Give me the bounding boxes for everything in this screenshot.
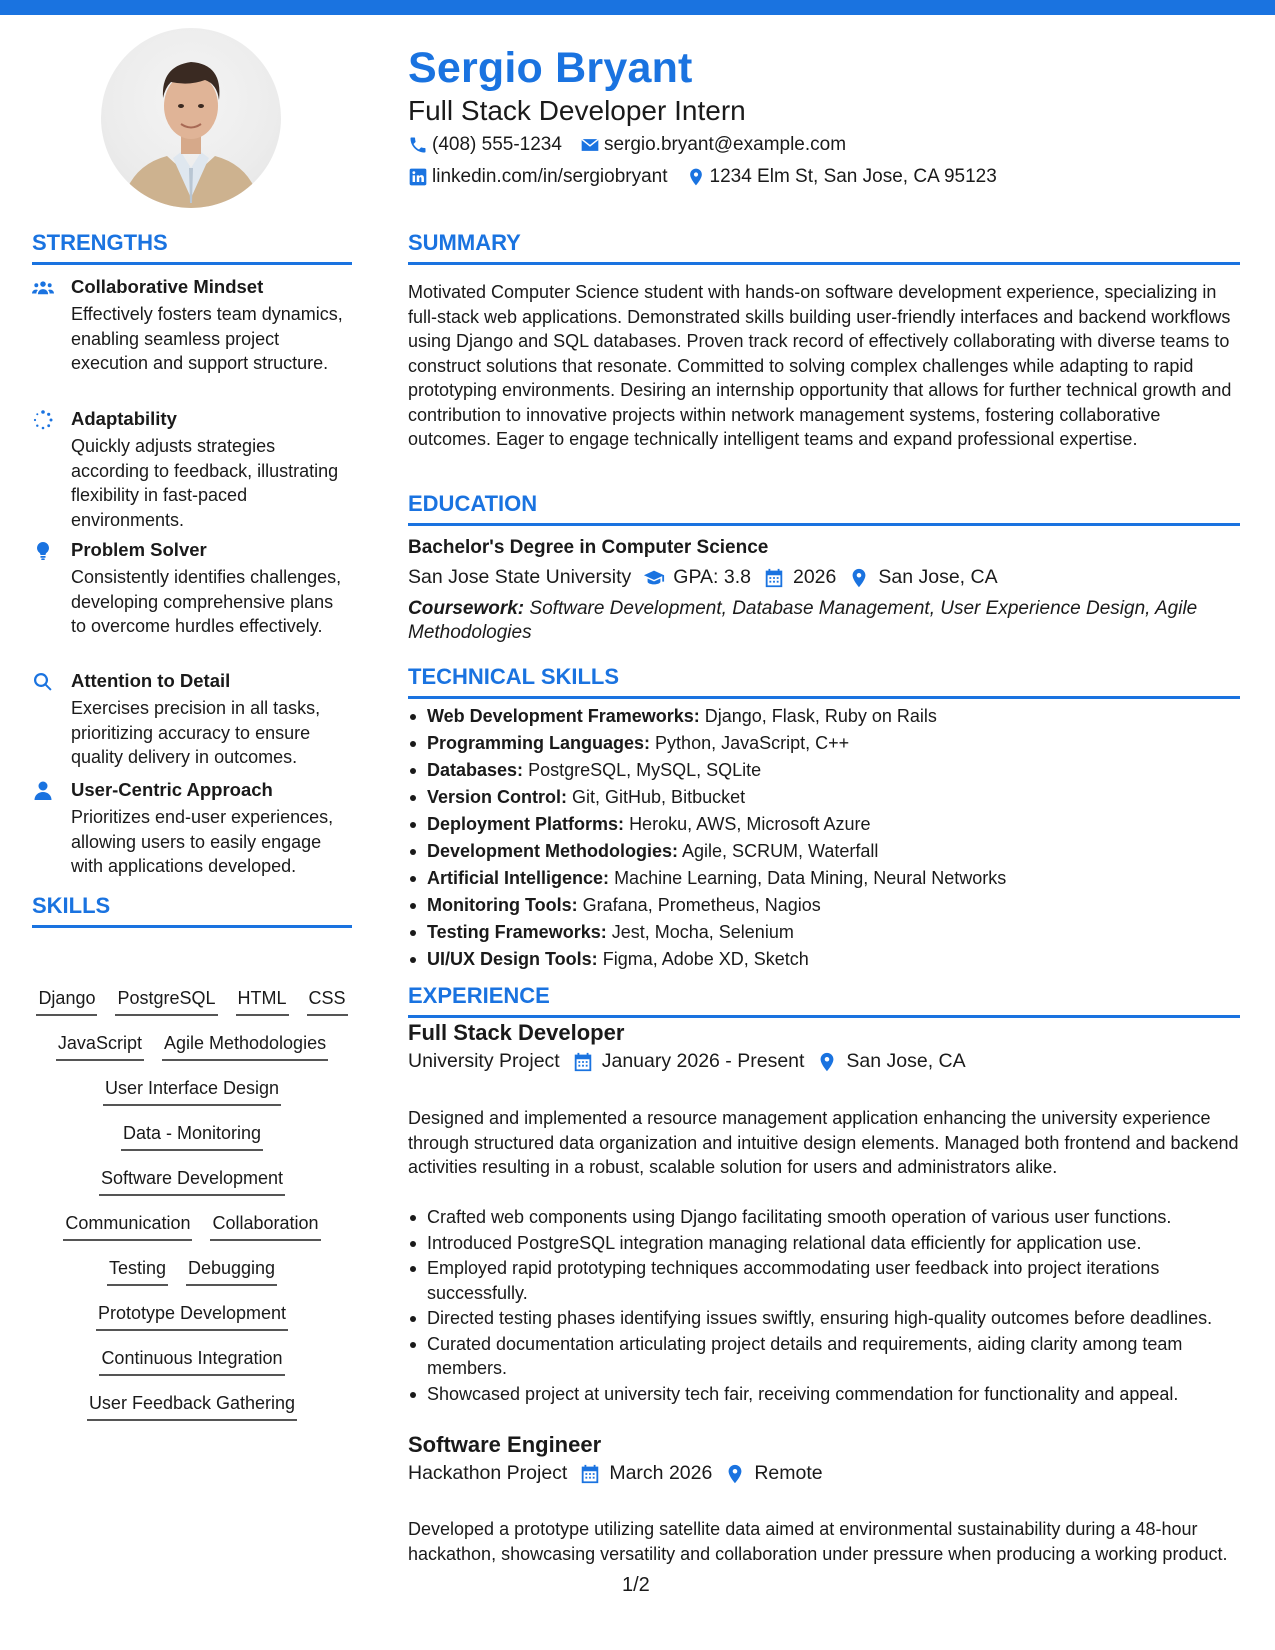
envelope-icon — [580, 135, 600, 155]
job-description: Designed and implemented a resource management application enhancing the university experience through structured data organization and intuitive design elements. Managed both frontend and backend activities resulting in a robust, scalable solution for users and administrators alike. — [408, 1108, 1239, 1177]
skill-value: Heroku, AWS, Microsoft Azure — [629, 814, 871, 834]
school-text: San Jose State University — [408, 566, 632, 588]
year-text: 2026 — [792, 566, 837, 588]
skill-tag: Testing — [107, 1258, 168, 1286]
strength-title: User-Centric Approach — [71, 779, 273, 800]
strength-title: Collaborative Mindset — [71, 276, 264, 297]
skill-tag: PostgreSQL — [115, 988, 217, 1016]
list-item: Employed rapid prototyping techniques accommodating user feedback into project iterations successfully. — [408, 1256, 1240, 1305]
strength-title: Problem Solver — [71, 539, 207, 560]
coursework — [408, 597, 1248, 645]
strength-desc: Consistently identifies challenges, developing comprehensive plans to overcome hurdles effectively. — [71, 567, 342, 636]
skill-row — [32, 1213, 352, 1258]
school-location — [848, 566, 997, 589]
address-contact — [686, 166, 997, 188]
job-description: Developed a prototype utilizing satellite data aimed at environmental sustainability during a 48-hour hackathon, showcasing versatility and collaboration under pressure when producing a working product. — [408, 1519, 1228, 1564]
strength-item — [32, 408, 352, 528]
list-item — [408, 785, 1240, 812]
map-pin-icon — [848, 567, 870, 589]
list-item — [408, 866, 1240, 893]
job-title: Software Engineer — [408, 1432, 602, 1457]
linkedin-text[interactable]: linkedin.com/in/sergiobryant — [432, 166, 668, 187]
skill-row — [32, 988, 352, 1033]
search-icon — [32, 672, 56, 692]
skill-label: Testing Frameworks: — [427, 922, 607, 942]
spinner-icon — [32, 410, 56, 430]
graduation-cap-icon — [643, 567, 665, 589]
skill-value: Django, Flask, Ruby on Rails — [704, 706, 937, 726]
skill-label: Development Methodologies: — [427, 841, 679, 861]
skill-label: Web Development Frameworks: — [427, 706, 700, 726]
skill-label: UI/UX Design Tools: — [427, 949, 598, 969]
skill-tag: JavaScript — [56, 1033, 144, 1061]
contact-row-1 — [408, 134, 864, 156]
linkedin-icon — [408, 167, 428, 187]
skill-tag: Data - Monitoring — [121, 1123, 263, 1151]
strength-desc: Prioritizes end-user experiences, allowing users to easily engage with applications developed. — [71, 807, 334, 876]
linkedin-contact[interactable] — [408, 166, 668, 188]
profile-photo — [101, 28, 281, 208]
strength-item — [32, 779, 352, 879]
top-accent-bar — [0, 0, 1275, 15]
list-item — [408, 731, 1240, 758]
map-pin-icon — [724, 1463, 746, 1485]
skill-label: Version Control: — [427, 787, 568, 807]
degree-title: Bachelor's Degree in Computer Science — [408, 537, 769, 558]
location-text: San Jose, CA — [846, 1050, 966, 1072]
org-text: University Project — [408, 1050, 560, 1072]
skill-tag: Django — [36, 988, 97, 1016]
address-text: 1234 Elm St, San Jose, CA 95123 — [709, 166, 997, 187]
coursework-text: Software Development, Database Management, User Experience Design, Agile Methodologies — [408, 598, 1198, 643]
list-item: Introduced PostgreSQL integration managing relational data efficiently for application use. — [408, 1231, 1240, 1256]
list-item — [408, 947, 1240, 974]
phone-text: (408) 555-1234 — [432, 134, 562, 155]
graduation-year — [763, 566, 836, 589]
job-meta — [408, 1050, 978, 1073]
skill-label: Programming Languages: — [427, 733, 651, 753]
skill-label: Artificial Intelligence: — [427, 868, 610, 888]
list-item — [408, 920, 1240, 947]
strengths-heading: STRENGTHS — [32, 230, 352, 265]
phone-contact — [408, 134, 562, 156]
list-item — [408, 758, 1240, 785]
job-bullets — [408, 1205, 1240, 1407]
location-text: San Jose, CA — [878, 566, 998, 588]
user-icon — [32, 781, 56, 801]
skill-value: Python, JavaScript, C++ — [655, 733, 850, 753]
strength-desc: Exercises precision in all tasks, prioritizing accuracy to ensure quality delivery in outcomes. — [71, 698, 321, 767]
email-text[interactable]: sergio.bryant@example.com — [603, 134, 847, 155]
candidate-title: Full Stack Developer Intern — [408, 95, 746, 126]
list-item — [408, 812, 1240, 839]
skill-tag: Debugging — [186, 1258, 277, 1286]
skill-tag: User Interface Design — [103, 1078, 281, 1106]
skill-value: Machine Learning, Data Mining, Neural Networks — [614, 868, 1007, 888]
job-location — [816, 1050, 965, 1073]
education-meta — [408, 566, 1010, 589]
skill-row — [32, 1303, 352, 1348]
skill-tag: CSS — [307, 988, 348, 1016]
skill-tag: Collaboration — [210, 1213, 320, 1241]
skill-label: Databases: — [427, 760, 524, 780]
skill-value: PostgreSQL, MySQL, SQLite — [528, 760, 762, 780]
job-org — [408, 1050, 560, 1073]
gpa — [643, 566, 751, 589]
school-name — [408, 566, 631, 589]
skills-tag-cloud — [32, 988, 352, 1438]
coursework-label: Coursework: — [408, 598, 525, 619]
skill-row — [32, 1168, 352, 1213]
technical-skills-list — [408, 704, 1240, 974]
skill-row — [32, 1078, 352, 1123]
job-location — [724, 1462, 822, 1485]
skill-tag: Continuous Integration — [99, 1348, 284, 1376]
skill-tag: Agile Methodologies — [162, 1033, 328, 1061]
skill-value: Git, GitHub, Bitbucket — [572, 787, 746, 807]
skill-row — [32, 1348, 352, 1393]
list-item: Directed testing phases identifying issues swiftly, ensuring high-quality outcomes before deadlines. — [408, 1306, 1240, 1331]
summary-text: Motivated Computer Science student with hands-on software development experience, specializing in full-stack web applications. Demonstrated skills building user-friendly interfaces and backend workflows using Django and SQL databases. Proven track record of effectively collaborating with diverse teams to construct solutions that resonate. Committed to solving complex challenges while adapting to rapid prototyping environments. Desiring an internship opportunity that allows for further technical growth and contribution to innovative projects within network management systems, fostering collaborative outcomes. Eager to engage technically intelligent teams and expand professional expertise. — [408, 282, 1232, 449]
list-item — [408, 839, 1240, 866]
skill-tag: HTML — [236, 988, 289, 1016]
skill-value: Figma, Adobe XD, Sketch — [602, 949, 809, 969]
lightbulb-icon — [32, 541, 56, 561]
job-org — [408, 1462, 567, 1485]
skill-tag: Prototype Development — [96, 1303, 288, 1331]
skill-tag: Software Development — [99, 1168, 285, 1196]
map-pin-icon — [686, 167, 706, 187]
person-portrait-icon — [101, 28, 281, 208]
skill-row — [32, 1033, 352, 1078]
skill-tag: Communication — [63, 1213, 192, 1241]
location-text: Remote — [754, 1462, 823, 1484]
job-meta — [408, 1462, 835, 1485]
experience-heading: EXPERIENCE — [408, 983, 1240, 1018]
dates-text: March 2026 — [609, 1462, 713, 1484]
strength-desc: Quickly adjusts strategies according to feedback, illustrating flexibility in fast-paced environments. — [71, 436, 339, 530]
education-heading: EDUCATION — [408, 491, 1240, 526]
skill-label: Deployment Platforms: — [427, 814, 625, 834]
calendar-icon — [763, 567, 785, 589]
skill-row — [32, 1393, 352, 1438]
summary-heading: SUMMARY — [408, 230, 1240, 265]
job-title: Full Stack Developer — [408, 1020, 625, 1045]
job-dates — [579, 1462, 712, 1485]
strength-title: Attention to Detail — [71, 670, 231, 691]
strength-title: Adaptability — [71, 408, 177, 429]
list-item — [408, 704, 1240, 731]
gpa-text: GPA: 3.8 — [673, 566, 751, 588]
technical-skills-heading: TECHNICAL SKILLS — [408, 664, 1240, 699]
list-item — [408, 893, 1240, 920]
skill-tag: User Feedback Gathering — [87, 1393, 297, 1421]
list-item: Crafted web components using Django facilitating smooth operation of various user functions. — [408, 1205, 1240, 1230]
list-item: Curated documentation articulating project details and requirements, aiding clarity among team members. — [408, 1332, 1240, 1381]
org-text: Hackathon Project — [408, 1462, 568, 1484]
dates-text: January 2026 - Present — [601, 1050, 805, 1072]
contact-row-2 — [408, 166, 1015, 188]
skill-value: Jest, Mocha, Selenium — [611, 922, 794, 942]
page-number: 1/2 — [622, 1574, 650, 1596]
skills-heading: SKILLS — [32, 893, 352, 928]
skill-label: Monitoring Tools: — [427, 895, 578, 915]
strength-item — [32, 670, 352, 770]
calendar-icon — [579, 1463, 601, 1485]
calendar-icon — [572, 1051, 594, 1073]
map-pin-icon — [816, 1051, 838, 1073]
users-icon — [32, 278, 56, 298]
job-dates — [572, 1050, 805, 1073]
candidate-name: Sergio Bryant — [408, 44, 693, 92]
skill-row — [32, 1258, 352, 1303]
skill-value: Agile, SCRUM, Waterfall — [682, 841, 879, 861]
skill-row — [32, 1123, 352, 1168]
list-item: Showcased project at university tech fair, receiving commendation for functionality and appeal. — [408, 1382, 1240, 1407]
skill-value: Grafana, Prometheus, Nagios — [582, 895, 821, 915]
strength-item — [32, 276, 352, 396]
phone-icon — [408, 135, 428, 155]
email-contact[interactable] — [580, 134, 846, 156]
strength-item — [32, 539, 352, 659]
strength-desc: Effectively fosters team dynamics, enabling seamless project execution and support structure. — [71, 304, 343, 373]
